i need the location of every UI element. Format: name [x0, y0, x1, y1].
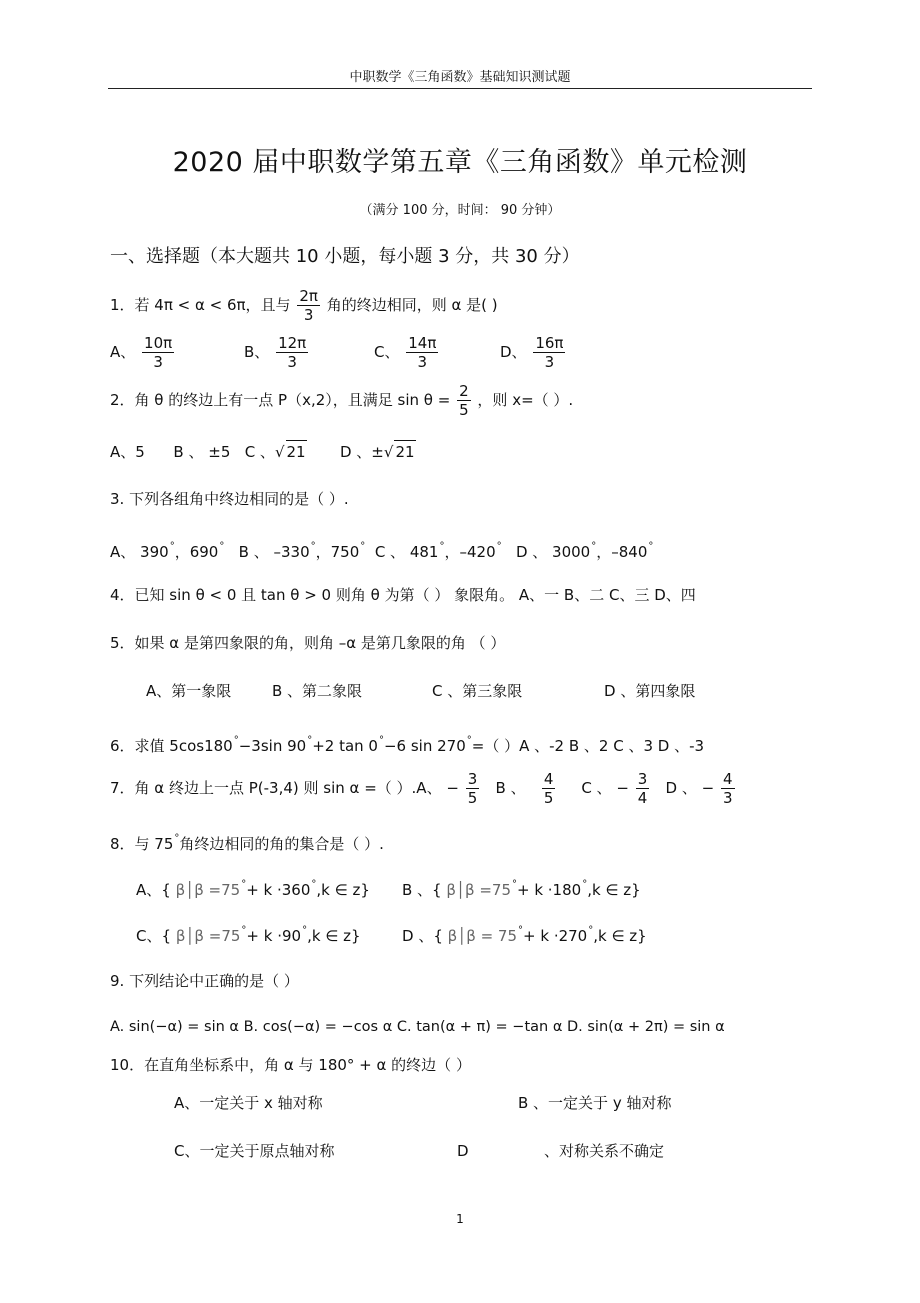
q2-option-b: B 、 ±5 — [173, 443, 231, 461]
question-10: 10．在直角坐标系中，角 α 与 180° + α 的终边（ ） — [110, 1056, 471, 1074]
q8-option-a-set: β│β =75 — [175, 881, 241, 899]
q8-option-d-label: D 、{ — [402, 927, 443, 945]
question-8 — [110, 828, 384, 855]
running-header: 中职数学《三角函数》基础知识测试题 — [349, 70, 571, 85]
degree-icon: ° — [233, 735, 239, 746]
q1-c-den: 3 — [417, 353, 428, 371]
q1-option-c — [374, 334, 440, 371]
q8-stem-pre: 8．与 75 — [110, 835, 174, 853]
q5-option-c: C 、第三象限 — [432, 682, 523, 700]
q2-frac-den: 5 — [459, 401, 469, 419]
q1-option-d-label: D、 — [500, 343, 527, 361]
q3-option-c-val: 481 — [409, 543, 439, 561]
q7-c-den: 4 — [637, 789, 648, 807]
degree-icon: ° — [241, 879, 247, 890]
q8-option-b-label: B 、{ — [402, 881, 442, 899]
degree-icon: ° — [174, 833, 180, 844]
q10-option-b: B 、一定关于 y 轴对称 — [518, 1094, 672, 1112]
degree-icon: ° — [591, 541, 597, 552]
q1-option-a-label: A、 — [110, 343, 136, 361]
page-number: 1 — [456, 1212, 464, 1226]
q1-option-d-frac — [533, 334, 565, 371]
q6-options: =（ ）A 、-2 B 、2 C 、3 D 、-3 — [471, 737, 705, 755]
degree-icon: ° — [307, 735, 313, 746]
degree-icon: ° — [241, 925, 247, 936]
q8-option-d-tail: ,k ∈ z} — [593, 927, 647, 945]
q10-option-a: A、一定关于 x 轴对称 — [174, 1094, 323, 1112]
degree-icon: ° — [310, 541, 316, 552]
q1-d-den: 3 — [544, 353, 555, 371]
q7-d-num: 4 — [722, 770, 733, 788]
q1-option-c-frac — [406, 334, 438, 371]
q10-option-d-label: D — [457, 1142, 469, 1160]
question-5: 5．如果 α 是第四象限的角，则角 –α 是第几象限的角 （ ） — [110, 634, 506, 652]
q7-option-a-frac — [466, 770, 480, 807]
q8-option-b-term: + k ·180 — [517, 881, 582, 899]
q3-option-d-val2: ，–840 — [596, 543, 648, 561]
q8-option-a-tail: ,k ∈ z} — [316, 881, 370, 899]
degree-icon: ° — [219, 541, 225, 552]
q1-option-a — [110, 334, 176, 371]
sqrt-icon: √ — [383, 443, 394, 461]
sqrt-icon: √ — [274, 443, 285, 461]
q7-a-den: 5 — [467, 789, 478, 807]
q2-option-c-root: 21 — [286, 440, 307, 463]
q8-option-a-term: + k ·360 — [246, 881, 311, 899]
q8-option-c-tail: ,k ∈ z} — [307, 927, 361, 945]
q7-option-c-label: C 、 − — [581, 779, 629, 797]
q3-option-b-val2: ，750 — [315, 543, 360, 561]
question-3: 3. 下列各组角中终边相同的是（ ）. — [110, 490, 349, 508]
q7-d-den: 3 — [722, 789, 733, 807]
q8-option-c — [136, 920, 361, 947]
q8-option-c-set: β│β =75 — [175, 927, 241, 945]
page-title: 2020 届中职数学第五章《三角函数》单元检测 — [172, 147, 748, 178]
q1-frac-den: 3 — [303, 306, 314, 324]
degree-icon: ° — [496, 541, 502, 552]
q3-option-b-val: –330 — [273, 543, 310, 561]
q3-option-c-label: C 、 — [374, 543, 406, 561]
q3-option-a-label: A、 — [110, 543, 136, 561]
degree-icon: ° — [466, 735, 472, 746]
degree-icon: ° — [360, 541, 366, 552]
q7-option-b-frac — [542, 770, 556, 807]
q1-option-d — [500, 334, 567, 371]
q1-c-num: 14π — [408, 334, 437, 352]
degree-icon: ° — [439, 541, 445, 552]
q1-a-num: 10π — [144, 334, 173, 352]
q1-fraction — [297, 287, 320, 324]
q3-option-a-val: 390 — [140, 543, 169, 561]
q7-a-num: 3 — [467, 770, 478, 788]
q1-option-b-label: B、 — [244, 343, 270, 361]
q6-term-4: −6 sin 270 — [383, 737, 466, 755]
q1-frac-num: 2π — [299, 287, 318, 305]
q2-option-d: D 、± — [339, 443, 384, 461]
q8-option-b-set: β│β =75 — [446, 881, 511, 899]
q7-option-d-frac — [721, 770, 735, 807]
q1-stem-post: 角的终边相同，则 α 是( ) — [326, 296, 498, 314]
q1-b-num: 12π — [278, 334, 307, 352]
q7-option-c-frac — [636, 770, 650, 807]
q7-option-d-label: D 、 − — [665, 779, 715, 797]
q8-option-a-label: A、{ — [136, 881, 171, 899]
q7-stem: 7．角 α 终边上一点 P(-3,4) 则 sin α =（ ）.A、 − — [110, 779, 459, 797]
q7-option-b-label: B 、 — [495, 779, 526, 797]
q5-option-b: B 、第二象限 — [272, 682, 363, 700]
section-heading: 一、选择题（本大题共 10 小题，每小题 3 分，共 30 分） — [110, 246, 580, 267]
degree-icon: ° — [582, 879, 588, 890]
degree-icon: ° — [648, 541, 654, 552]
question-4: 4．已知 sin θ < 0 且 tan θ > 0 则角 θ 为第（ ） 象限角。 A、一 B、二 C、三 D、四 — [110, 586, 696, 604]
q8-option-a — [136, 874, 370, 901]
q1-b-den: 3 — [287, 353, 297, 371]
exam-subtitle: （满分 100 分，时间： 90 分钟） — [359, 203, 561, 218]
q10-option-c: C、一定关于原点轴对称 — [174, 1142, 335, 1160]
q1-option-a-frac — [142, 334, 174, 371]
q6-term-3: +2 tan 0 — [312, 737, 378, 755]
q1-d-num: 16π — [535, 334, 564, 352]
q2-option-c: C 、 — [244, 443, 275, 461]
question-2 — [110, 382, 573, 419]
q2-stem-pre: 2．角 θ 的终边上有一点 P（x,2），且满足 sin θ = — [110, 391, 451, 409]
question-7 — [110, 770, 737, 807]
degree-icon: ° — [378, 735, 384, 746]
q8-option-c-label: C、{ — [136, 927, 172, 945]
q8-option-c-term: + k ·90 — [246, 927, 302, 945]
q1-a-den: 3 — [153, 353, 163, 371]
degree-icon: ° — [518, 925, 524, 936]
question-9: 9. 下列结论中正确的是（ ） — [110, 972, 299, 990]
q8-option-d — [402, 920, 647, 947]
q3-option-c-val2: ，–420 — [444, 543, 496, 561]
q2-option-d-root: 21 — [394, 440, 415, 463]
q1-stem-pre: 1．若 4π < α < 6π，且与 — [110, 296, 291, 314]
q2-frac-num: 2 — [459, 382, 469, 400]
header-rule — [108, 88, 812, 89]
q1-option-c-label: C、 — [374, 343, 400, 361]
q2-options — [110, 440, 416, 463]
question-6 — [110, 730, 704, 757]
q10-option-d: 、对称关系不确定 — [544, 1142, 665, 1160]
degree-icon: ° — [169, 541, 175, 552]
q2-option-a: A、5 — [110, 443, 145, 461]
q2-stem-post: ，则 x=（ ）. — [477, 391, 574, 409]
q7-c-num: 3 — [637, 770, 648, 788]
q8-stem-post: 角终边相同的角的集合是（ ）. — [179, 835, 384, 853]
question-1 — [110, 287, 498, 324]
q2-fraction — [457, 382, 471, 419]
q3-options — [110, 536, 653, 563]
q8-option-b — [402, 874, 641, 901]
q7-b-den: 5 — [543, 789, 554, 807]
degree-icon: ° — [512, 879, 517, 890]
q8-option-d-term: + k ·270 — [523, 927, 588, 945]
degree-icon: ° — [311, 879, 317, 890]
degree-icon: ° — [302, 925, 308, 936]
q3-option-a-val2: ，690 — [174, 543, 219, 561]
q5-option-a: A、第一象限 — [146, 682, 232, 700]
q9-options: A. sin(−α) = sin α B. cos(−α) = −cos α C. tan(α + π) = −tan α D. sin(α + 2π) = sin α — [110, 1019, 725, 1035]
q3-option-d-label: D 、 — [515, 543, 548, 561]
q6-term-1: 6．求值 5cos180 — [110, 737, 233, 755]
q1-option-b — [244, 334, 310, 371]
q3-option-b-label: B 、 — [238, 543, 269, 561]
q7-b-num: 4 — [543, 770, 554, 788]
q1-option-b-frac — [276, 334, 308, 371]
q3-option-d-val: 3000 — [552, 543, 591, 561]
q5-option-d: D 、第四象限 — [604, 682, 696, 700]
q8-option-d-set: β│β = 75 — [447, 927, 518, 945]
q6-term-2: −3sin 90 — [238, 737, 307, 755]
degree-icon: ° — [588, 925, 594, 936]
q8-option-b-tail: ,k ∈ z} — [587, 881, 641, 899]
